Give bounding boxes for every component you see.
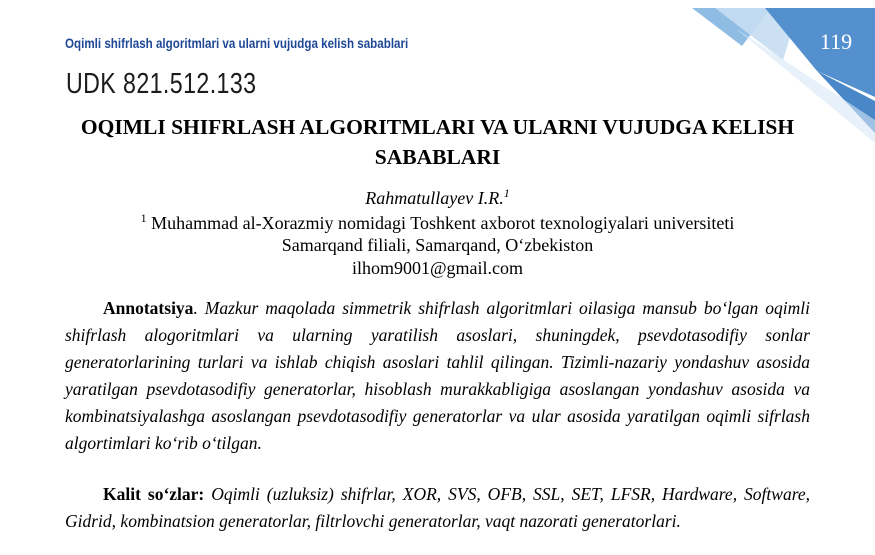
- abstract-paragraph: [65, 295, 810, 457]
- keywords-text: Oqimli (uzluksiz) shifrlar, XOR, SVS, OFB, SSL, SET, LFSR, Hardware, Software, Gidrid, kombinatsion generatorlar, filtrlovchi generatorlar, vaqt nazorati generatorlari.: [65, 484, 810, 531]
- udk-number: UDK 821.512.133: [66, 68, 257, 100]
- affiliation-line-2: Samarqand filiali, Samarqand, O‘zbekiston: [281, 235, 594, 255]
- author-affiliation-marker: 1: [503, 186, 510, 200]
- abstract-text: . Mazkur maqolada simmetrik shifrlash algoritmlari oilasiga mansub bo‘lgan oqimli shifrlash alogoritmlari va ularning yaratilish asoslari, shuningdek, psevdotasodifiy sonlar generatorlarining turlari va ishlab chiqish asoslari tahlil qilingan. Tizimli-nazariy yondashuv asosida yaratilgan psevdotasodifiy generatorlar, hisoblash murakkabligiga asoslangan yondashuv asosida va kombinatsiyalashga asoslangan psevdotasodifiy generatorlar va ular asosida yaratilgan oqimli sifrlash algortimlari ko‘rib o‘tilgan.: [65, 298, 810, 453]
- affiliation-marker: 1: [140, 211, 147, 225]
- abstract-label: Annotatsiya: [103, 298, 194, 318]
- author-email: ilhom9001@gmail.com: [351, 258, 524, 278]
- affiliation-line-1: [0, 211, 875, 234]
- keywords-paragraph: [65, 481, 810, 535]
- running-header: Oqimli shifrlash algoritmlari va ularni vujudga kelish sabablari: [65, 36, 409, 51]
- article-title: [0, 112, 875, 172]
- author-line: [0, 186, 875, 209]
- author-name: Rahmatullayev I.R.: [365, 188, 504, 208]
- article-title-text: OQIMLI SHIFRLASH ALGORITMLARI VA ULARNI VUJUDGA KELISH SABABLARI: [80, 115, 795, 169]
- affiliation-text-1: Muhammad al-Xorazmiy nomidagi Toshkent axborot texnologiyalari universiteti: [146, 213, 735, 233]
- keywords-label: Kalit so‘zlar:: [103, 484, 205, 504]
- page-number: 119: [819, 29, 853, 54]
